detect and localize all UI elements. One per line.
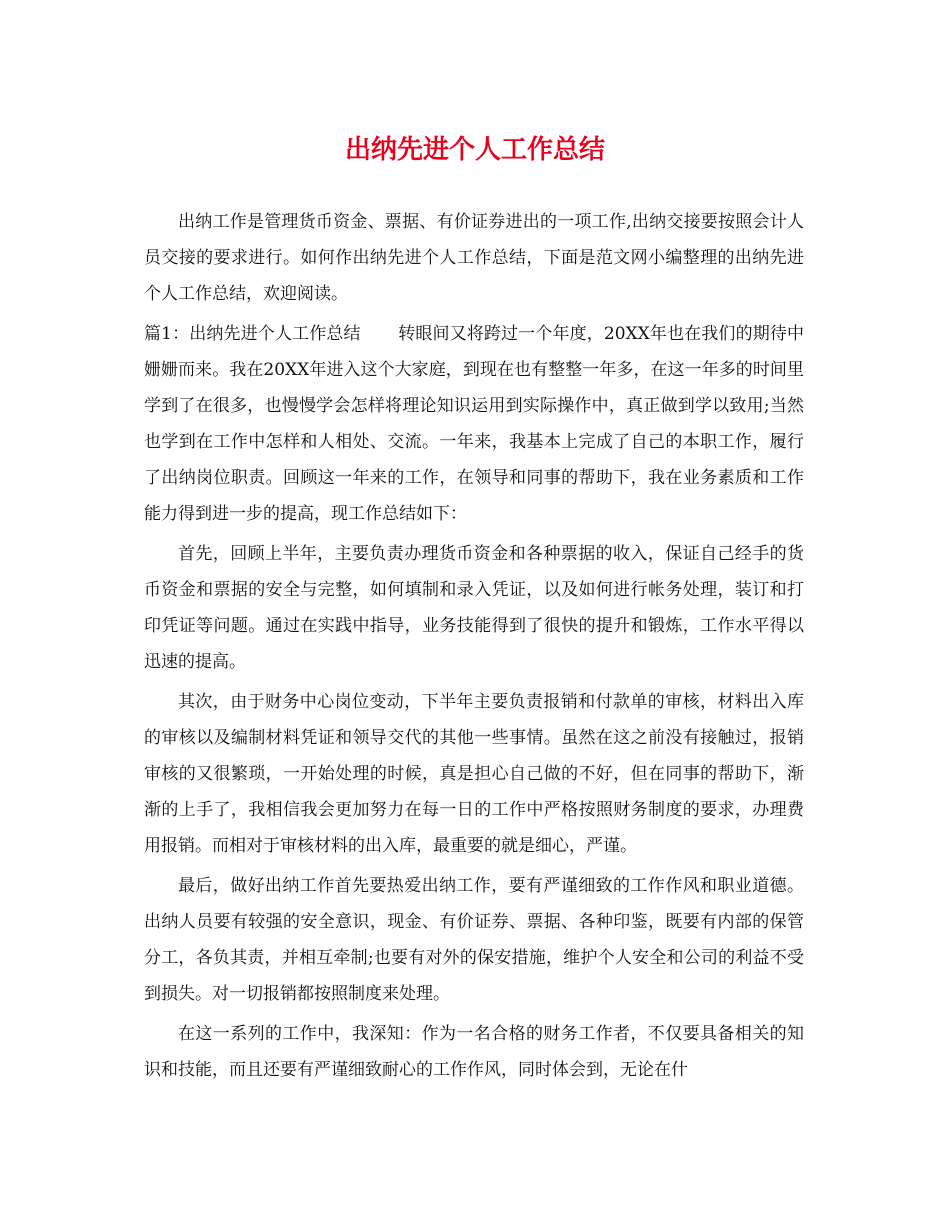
chapter-1-text: 转眼间又将跨过一个年度，20XX年也在我们的期待中姗姗而来。我在20XX年进入这个大家庭，到现在也有整整一年多，在这一年多的时间里学到了在很多，也慢慢学会怎样将理论知识运用到实际操作中，真正做到学以致用;当然也学到在工作中怎样和人相处、交流。一年来，我基本上完成了自己的本职工作，履行了出纳岗位职责。回顾这一年来的工作，在领导和同事的帮助下，我在业务素质和工作能力得到进一步的提高，现工作总结如下： (144, 324, 804, 524)
chapter-heading: 篇1：出纳先进个人工作总结 (144, 324, 361, 344)
paragraph-first: 首先，回顾上半年，主要负责办理货币资金和各种票据的收入，保证自己经手的货币资金和票据的安全与完整，如何填制和录入凭证，以及如何进行帐务处理，装订和打印凭证等问题。通过在实践中指导，业务技能得到了很快的提升和锻炼，工作水平得以迅速的提高。 (144, 544, 804, 672)
paragraph-last: 最后，做好出纳工作首先要热爱出纳工作，要有严谨细致的工作作风和职业道德。出纳人员要有较强的安全意识，现金、有价证券、票据、各种印鉴，既要有内部的保管分工，各负其责，并相互牵制;也要有对外的保安措施，维护个人安全和公司的利益不受到损失。对一切报销都按照制度来处理。 (144, 876, 804, 1004)
paragraph-chapter-1 (144, 316, 804, 532)
document-title: 出纳先进个人工作总结 (344, 135, 605, 165)
paragraph-second: 其次，由于财务中心岗位变动，下半年主要负责报销和付款单的审核，材料出入库的审核以及编制材料凭证和领导交代的其他一些事情。虽然在这之前没有接触过，报销审核的又很繁琐，一开始处理的时候，真是担心自己做的不好，但在同事的帮助下，渐渐的上手了，我相信我会更加努力在每一日的工作中严格按照财务制度的要求，办理费用报销。而相对于审核材料的出入库，最重要的就是细心，严谨。 (144, 692, 804, 856)
document-body (144, 204, 804, 1092)
paragraph-intro: 出纳工作是管理货币资金、票据、有价证券进出的一项工作,出纳交接要按照会计人员交接的要求进行。如何作出纳先进个人工作总结，下面是范文网小编整理的出纳先进个人工作总结，欢迎阅读。 (144, 212, 804, 304)
paragraph-conclusion: 在这一系列的工作中，我深知：作为一名合格的财务工作者，不仅要具备相关的知识和技能，而且还要有严谨细致耐心的工作作风，同时体会到，无论在什 (144, 1024, 804, 1080)
